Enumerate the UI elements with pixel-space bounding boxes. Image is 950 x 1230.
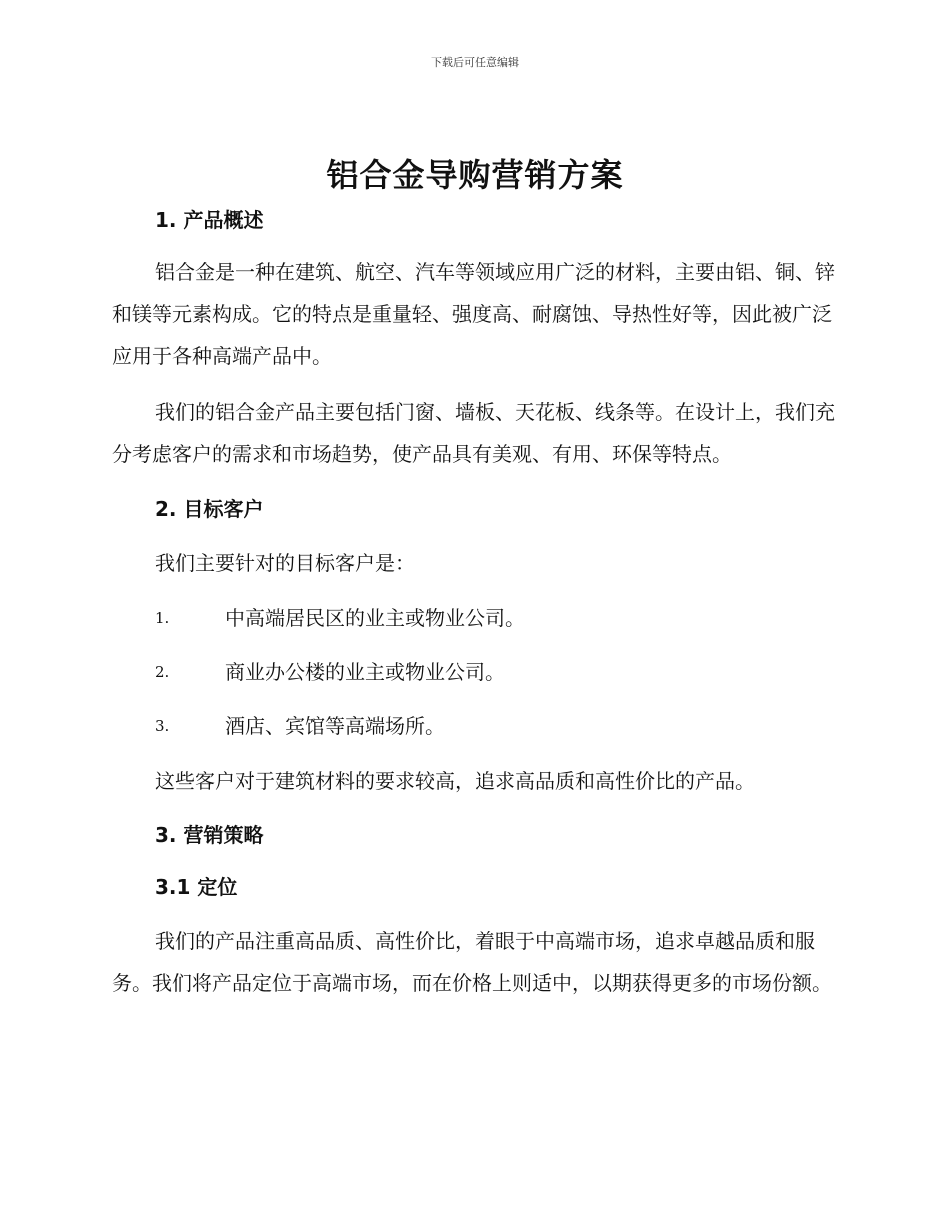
paragraph: 我们主要针对的目标客户是：	[155, 551, 415, 575]
list-item	[112, 706, 840, 746]
list-item-text: 酒店、宾馆等高端场所。	[225, 714, 445, 738]
customer-list	[112, 598, 840, 746]
paragraph: 我们的产品注重高品质、高性价比，着眼于中高端市场，追求卓越品质和服务。我们将产品定位于高端市场，而在价格上则适中，以期获得更多的市场份额。	[112, 929, 832, 995]
document-body	[112, 201, 840, 1004]
list-item-number: 1.	[155, 609, 170, 627]
section-heading-target-customers: 2. 目标客户	[155, 497, 264, 521]
list-item-number: 3.	[155, 717, 170, 735]
header-note: 下载后可任意编辑	[431, 56, 519, 69]
document-title: 铝合金导购营销方案	[326, 156, 624, 194]
section-heading-marketing-strategy: 3. 营销策略	[155, 823, 264, 847]
list-item	[112, 652, 840, 692]
list-item	[112, 598, 840, 638]
list-item-number: 2.	[155, 663, 170, 681]
subsection-heading-positioning: 3.1 定位	[155, 875, 238, 899]
paragraph: 我们的铝合金产品主要包括门窗、墙板、天花板、线条等。在设计上，我们充分考虑客户的需求和市场趋势，使产品具有美观、有用、环保等特点。	[112, 400, 835, 466]
section-heading-product-overview: 1. 产品概述	[155, 208, 264, 232]
list-item-text: 商业办公楼的业主或物业公司。	[225, 660, 505, 684]
paragraph: 铝合金是一种在建筑、航空、汽车等领域应用广泛的材料，主要由铝、铜、锌和镁等元素构成。它的特点是重量轻、强度高、耐腐蚀、导热性好等，因此被广泛应用于各种高端产品中。	[112, 260, 835, 368]
paragraph: 这些客户对于建筑材料的要求较高，追求高品质和高性价比的产品。	[155, 769, 755, 793]
list-item-text: 中高端居民区的业主或物业公司。	[225, 606, 525, 630]
